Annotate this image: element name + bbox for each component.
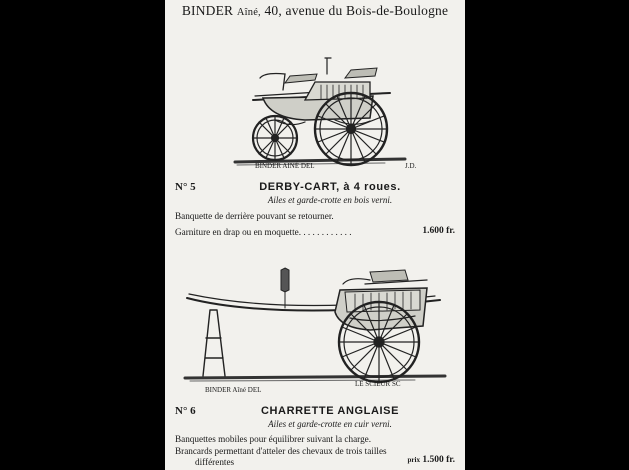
header-suffix: Aîné, <box>236 7 261 18</box>
front-wheel <box>253 116 297 160</box>
engraver-initials-2: LE SCIEUR SC <box>355 380 401 388</box>
catalog-page <box>165 0 465 470</box>
item-desc-line-2: Garniture en drap ou en moquette. . . . . . . . . . . . <box>175 227 352 237</box>
price-label: prix <box>407 456 420 464</box>
header-address: 40, avenue du Bois-de-Boulogne <box>264 3 449 18</box>
item-desc-line-1: Banquette de derrière pouvant se retourner. <box>175 211 334 221</box>
item-title-derby-cart: DERBY-CART, à 4 roues. <box>259 181 401 193</box>
rear-wheel <box>315 93 387 165</box>
item-subtitle-charrette-anglaise: Ailes et garde-crotte en cuir verni. <box>268 419 392 429</box>
item-subtitle-derby-cart: Ailes et garde-crotte en bois verni. <box>267 195 393 205</box>
item-title-charrette-anglaise: CHARRETTE ANGLAISE <box>260 405 400 417</box>
engraver-initials-1: J.D. <box>405 162 417 170</box>
engraver-credit-1: BINDER AINÉ DEL <box>255 162 315 170</box>
item-desc-line-3b: différentes <box>195 457 235 467</box>
item-number-5: N° 5 <box>175 181 196 193</box>
item-price-derby-cart: 1.600 fr. <box>422 226 455 236</box>
item-price-charrette <box>408 455 455 465</box>
price-value: 1.500 fr. <box>422 455 455 465</box>
cart-wheel <box>339 302 419 382</box>
header-name: BINDER <box>181 3 234 18</box>
item-desc-line-1b: Banquettes mobiles pour équilibrer suivant la charge. <box>175 434 372 444</box>
item-number-6: N° 6 <box>175 405 196 417</box>
page-header <box>165 3 465 19</box>
item-desc-line-2b: Brancards permettant d'atteler des chevaux de trois tailles <box>175 446 387 456</box>
charrette-anglaise-illustration <box>165 258 465 393</box>
engraver-credit-2: BINDER Aîné DEL <box>205 386 262 394</box>
derby-cart-illustration <box>165 38 465 174</box>
